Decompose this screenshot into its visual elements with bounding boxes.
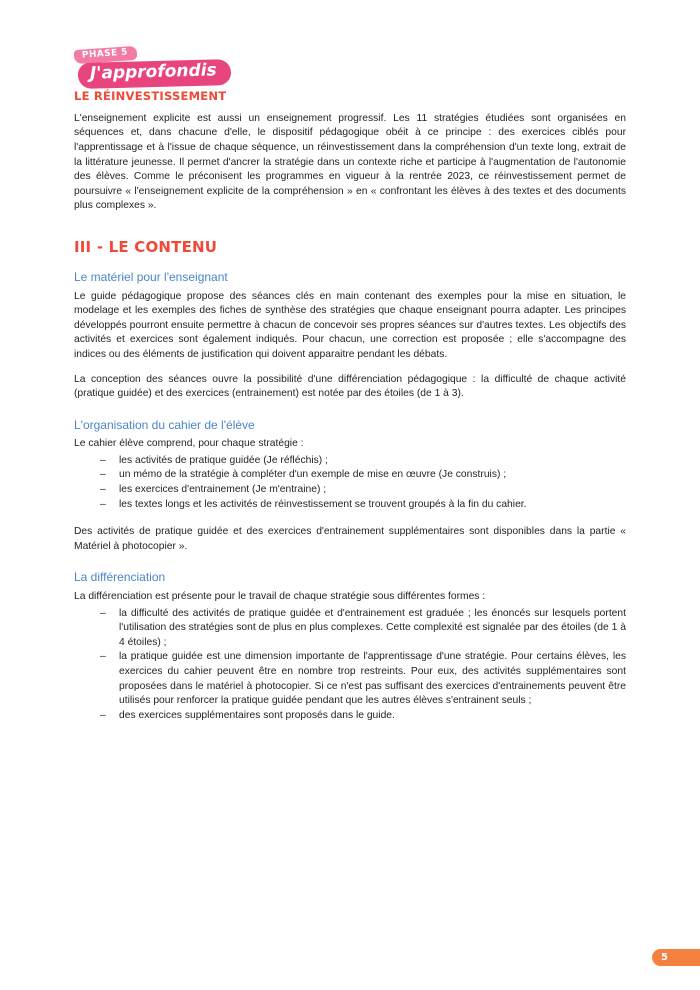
paragraph-reinvestissement: L'enseignement explicite est aussi un enseignement progressif. Les 11 stratégies étudiées sont organisées en séquences et, dans chacune d'elle, le dispositif pédagogique obéit à ce principe : des exercices ciblés pour l'apprentissage et à l'issue de chaque séquence, un réinvestissement dans la compréhension d'un texte long, extrait de la littérature jeunesse. Il permet d'ancrer la stratégie dans un contexte riche et participe à l'augmentation de l'autonomie des élèves. Comme le préconisent les programmes en vigueur à la rentrée 2023, ce réinvestissement permet de poursuivre « l'enseignement explicite de la compréhension » en « confrontant les élèves à des textes et des documents plus complexes ». [74,112,626,212]
paragraph-materiel-2: La conception des séances ouvre la possibilité d'une différenciation pédagogique : la difficulté de chaque activité (pratique guidée) et des exercices (entrainement) est notée par des étoiles (de 1 à 3). [74,373,626,400]
phase-number-tag: PHASE 5 [74,46,138,64]
lead-organisation: Le cahier élève comprend, pour chaque stratégie : [74,438,304,450]
list-organisation [74,454,626,512]
list-item: – les exercices d'entrainement (Je m'entraine) ; [100,483,626,498]
page-number-tab: 5 [652,949,700,966]
subheading-differenciation: La différenciation [74,570,166,585]
list-item: – un mémo de la stratégie à compléter d'un exemple de mise en œuvre (Je construis) ; [100,468,626,483]
list-item: – la difficulté des activités de pratique guidée et d'entrainement est graduée ; les énoncés sur lesquels portent l'utilisation des stratégies sont de plus en plus complexes. Cette complexité est signalée par des étoiles (de 1 à 4 étoiles) ; [100,607,626,651]
list-item: – des exercices supplémentaires sont proposés dans le guide. [100,709,626,724]
lead-differenciation: La différenciation est présente pour le travail de chaque stratégie sous différentes formes : [74,591,486,603]
list-differenciation [74,607,626,724]
heading-reinvestissement: LE RÉINVESTISSEMENT [74,89,227,103]
phase-badge [72,48,272,92]
subheading-materiel: Le matériel pour l'enseignant [74,269,228,284]
list-item: – la pratique guidée est une dimension importante de l'apprentissage d'une stratégie. Pour certains élèves, les exercices du cahier peuvent être en nombre trop restreints. Pour eux, des activités supplémentaires sont proposées dans le matériel à photocopier. Si ce n'est pas suffisant des exercices d'entrainements peuvent être utilisés pour renforcer la pratique guidée pendant que les autres élèves s'entrainent seuls ; [100,650,626,708]
list-item: – les textes longs et les activités de réinvestissement se trouvent groupés à la fin du cahier. [100,498,626,513]
heading-contenu: III - LE CONTENU [74,237,218,256]
subheading-organisation: L'organisation du cahier de l'élève [74,417,255,432]
phase-title-pill: J'approfondis [78,59,231,89]
paragraph-organisation-closing: Des activités de pratique guidée et des exercices d'entrainement supplémentaires sont disponibles dans la partie « Matériel à photocopier ». [74,526,626,552]
list-item: – les activités de pratique guidée (Je réfléchis) ; [100,454,626,469]
paragraph-materiel-1: Le guide pédagogique propose des séances clés en main contenant des exemples pour la mise en situation, le modelage et les exemples des fiches de synthèse des stratégies que chaque enseignant pourra adapter. Les principes développés pourront ensuite permettre à chacun de concevoir ses propres séances sur d'autres textes. Les objectifs des activités et exercices sont également indiqués. Pour chacun, une correction est proposée ; elle s'accompagne des indices ou des éléments de justification qui doivent apparaitre pendant les débats. [74,290,626,360]
page-content [74,90,626,723]
